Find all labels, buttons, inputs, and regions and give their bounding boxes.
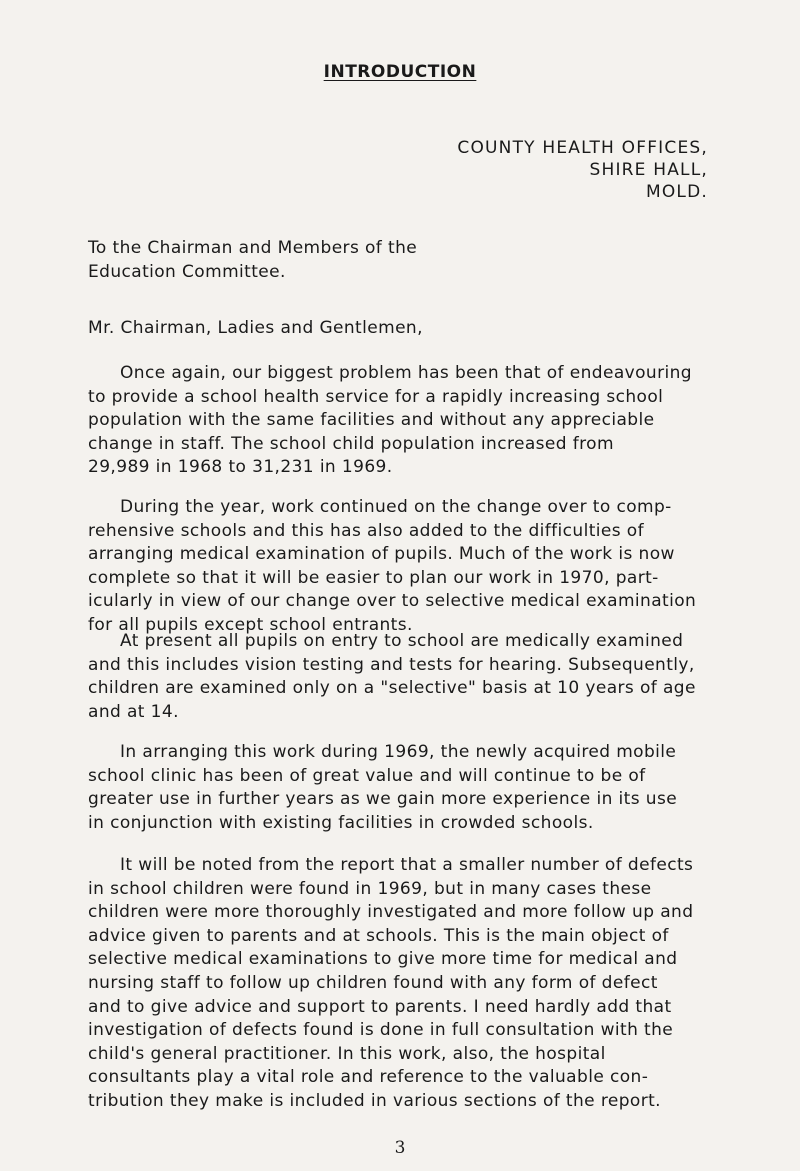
text-line: and this includes vision testing and tests for hearing. Subsequently,: [88, 654, 695, 675]
text-line: advice given to parents and at schools. This is the main object of: [88, 925, 669, 946]
text-line: In arranging this work during 1969, the newly acquired mobile: [120, 742, 677, 762]
text-line: Once again, our biggest problem has been that of endeavouring: [120, 363, 692, 383]
addressee-line: To the Chairman and Members of the: [88, 238, 418, 258]
text-line: and to give advice and support to parents. I need hardly add that: [88, 996, 672, 1017]
text-line: population with the same facilities and without any appreciable: [88, 410, 655, 431]
text-line: nursing staff to follow up children found with any form of defect: [88, 972, 658, 993]
sender-address: [457, 137, 708, 203]
text-line: school clinic has been of great value and will continue to be of: [88, 765, 646, 786]
text-line: investigation of defects found is done in full consultation with the: [88, 1020, 674, 1041]
text-line: arranging medical examination of pupils. Much of the work is now: [88, 544, 675, 565]
paragraph-1: [88, 362, 738, 480]
text-line: consultants play a vital role and reference to the valuable con-: [88, 1067, 649, 1088]
text-line: 29,989 in 1968 to 31,231 in 1969.: [88, 457, 393, 478]
text-line: and at 14.: [88, 701, 179, 722]
paragraph-4: [88, 741, 738, 835]
addressee-line: Education Committee.: [88, 261, 286, 282]
text-line: children are examined only on a "selective" basis at 10 years of age: [88, 678, 696, 699]
text-line: At present all pupils on entry to school are medically examined: [120, 631, 684, 651]
text-line: child's general practitioner. In this work, also, the hospital: [88, 1043, 606, 1064]
text-line: change in staff. The school child population increased from: [88, 433, 614, 454]
text-line: greater use in further years as we gain more experience in its use: [88, 789, 678, 810]
text-line: in school children were found in 1969, but in many cases these: [88, 878, 652, 899]
text-line: to provide a school health service for a rapidly increasing school: [88, 386, 664, 407]
salutation-line: Mr. Chairman, Ladies and Gentlemen,: [88, 318, 423, 338]
text-line: It will be noted from the report that a smaller number of defects: [120, 855, 694, 875]
address-line: MOLD.: [645, 182, 708, 202]
text-line: for all pupils except school entrants.: [88, 614, 413, 635]
addressee: [88, 237, 738, 284]
text-line: selective medical examinations to give more time for medical and: [88, 949, 678, 970]
address-line: COUNTY HEALTH OFFICES,: [457, 138, 708, 158]
text-line: complete so that it will be easier to plan our work in 1970, part-: [88, 567, 659, 588]
text-line: tribution they make is included in various sections of the report.: [88, 1090, 661, 1111]
text-line: in conjunction with existing facilities in crowded schools.: [88, 812, 594, 833]
paragraph-5: [88, 854, 738, 1114]
salutation: [88, 317, 738, 341]
page-title: INTRODUCTION: [323, 62, 477, 82]
paragraph-2: [88, 496, 738, 638]
text-line: During the year, work continued on the change over to comp-: [120, 497, 672, 517]
text-line: icularly in view of our change over to selective medical examination: [88, 591, 697, 612]
address-line: SHIRE HALL,: [589, 160, 708, 180]
text-line: rehensive schools and this has also added to the difficulties of: [88, 520, 644, 541]
page-number: 3: [394, 1138, 406, 1158]
paragraph-3: [88, 630, 738, 724]
text-line: children were more thoroughly investigated and more follow up and: [88, 902, 694, 923]
